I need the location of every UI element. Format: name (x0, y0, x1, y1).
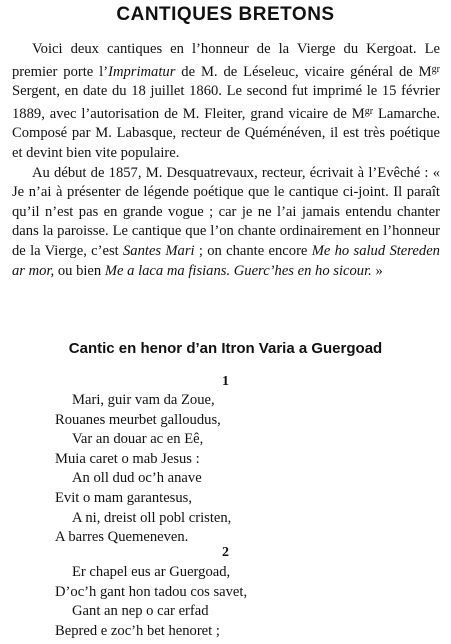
cantic-title: Cantic en henor d’an Itron Varia a Guergoad (68, 340, 383, 357)
intro-paragraph-1: Voici deux cantiques en l’honneur de la Vierge du Kergoat. Le premier porte l’Imprimatur de M. de Léseleuc, vicaire général de $M^{gr}$ Sergent, en date du 18 juillet 1860. Le second fut imprimé le 15 février 1889, avec l’autorisation de M. Fleiter, grand vicaire de $M^{gr}$ Lamarche. Composé par M. Labasque, recteur de Quéménéven, il est très poétique et devint bien vite populaire. (12, 41, 440, 161)
stanza (0, 391, 451, 548)
verse-line: Mari, guir vam da Zoue, (72, 392, 215, 408)
verse-line: D’oc’h gant hon tadou cos savet, (55, 583, 248, 600)
verse-line: Muia caret o mab Jesus : (55, 450, 200, 467)
stanza-number: 1 (222, 374, 229, 389)
stanza (0, 563, 451, 641)
verse-line: A ni, dreist oll pobl cristen, (72, 509, 232, 526)
intro-paragraph-2: Au début de 1857, M. Desquatrevaux, recteur, écrivait à l’Evêché : « Je n’ai à présenter de légende poétique que le cantique ci-joint. Il paraît qu’il n’est pas en grande vogue ; car je ne l’ai jamais entendu chanter dans la paroisse. Le cantique que l’on chante ordinairement en l’honneur de la Vierge, c’est Santes Mari ; on chante encore Me ho salud Stereden ar mor, ou bien Me a laca ma fisians. Guerc’hes en ho sicour. » (12, 164, 440, 279)
verse-line: Var an douar ac en Eê, (72, 431, 204, 448)
intro-text (12, 40, 440, 281)
verse-line: Gant an nep o car erfad (72, 603, 209, 620)
stanza-number: 2 (222, 545, 229, 560)
verse-line: Evit o mam garantesus, (55, 489, 192, 506)
verse-line: Rouanes meurbet galloudus, (55, 411, 221, 428)
verse-line: Er chapel eus ar Guergoad, (72, 564, 231, 580)
verse-line: Bepred e zoc’h bet henoret ; (55, 622, 220, 639)
verse-line: An oll dud oc’h anave (72, 470, 202, 487)
page-title: CANTIQUES BRETONS (116, 4, 335, 25)
verse-line: A barres Quemeneven. (55, 529, 189, 546)
